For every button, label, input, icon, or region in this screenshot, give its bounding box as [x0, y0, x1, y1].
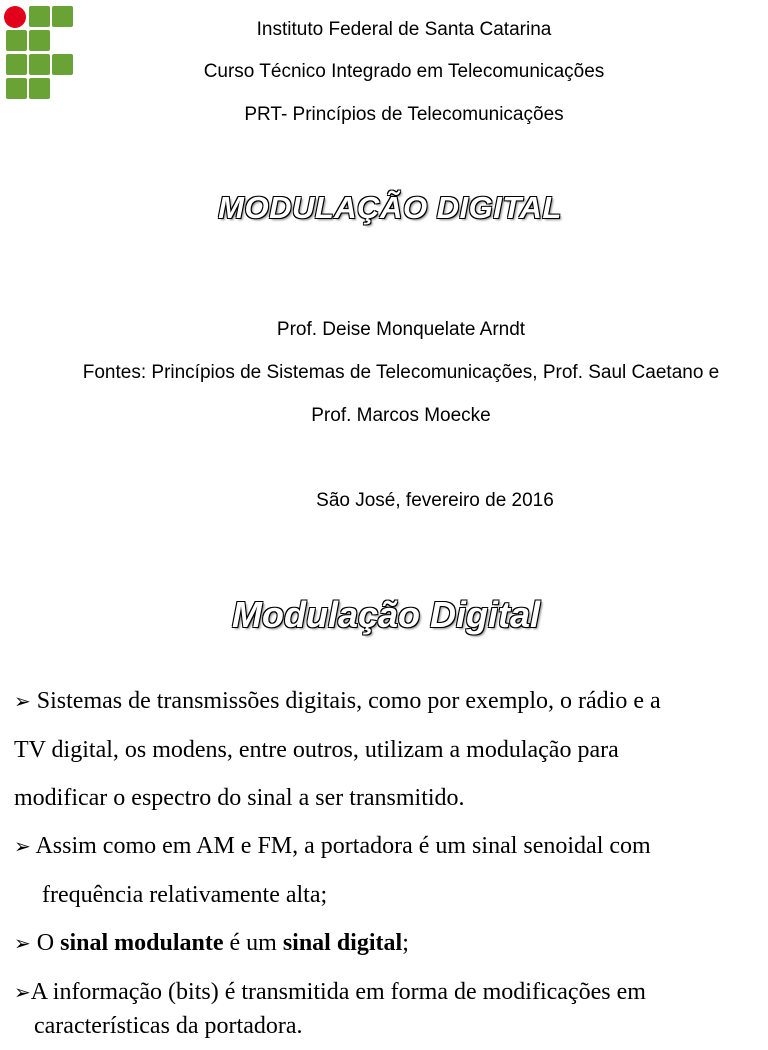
bullet-2-line-1: Assim como em AM e FM, a portadora é um sinal senoidal com: [35, 833, 651, 859]
bullet-2: [14, 822, 754, 871]
place-date: São José, fevereiro de 2016: [316, 490, 554, 511]
bullet-arrow-icon: ➢: [14, 836, 31, 858]
bullet-4-line-2: características da portadora.: [34, 1013, 303, 1039]
bullet-1-line-3: modificar o espectro do sinal a ser transmitido.: [14, 785, 465, 811]
bullet-1-line-2: TV digital, os modens, entre outros, utilizam a modulação para: [14, 737, 619, 763]
bullet-3-bold-2: sinal digital: [282, 930, 403, 956]
subject-name: PRT- Princípios de Telecomunicações: [244, 104, 564, 125]
slide2-body: [14, 677, 754, 1017]
bullet-2-line-2: frequência relativamente alta;: [42, 882, 328, 908]
bullet-3-text-post: ;: [402, 930, 409, 956]
bullet-3-text-pre: O: [36, 930, 61, 956]
bullet-3: [14, 919, 754, 968]
course-name: Curso Técnico Integrado em Telecomunicações: [203, 61, 605, 82]
bullet-arrow-icon: ➢: [14, 982, 31, 1004]
bullet-1: [14, 677, 754, 726]
slide2-title: Modulação Digital: [231, 594, 541, 635]
professor-name: Prof. Deise Monquelate Arndt: [276, 319, 526, 340]
bullet-arrow-icon: ➢: [14, 691, 31, 713]
bullet-1-line-1: Sistemas de transmissões digitais, como por exemplo, o rádio e a: [36, 688, 661, 714]
sources-line-1: Fontes: Princípios de Sistemas de Telecomunicações, Prof. Saul Caetano e: [82, 362, 720, 383]
bullet-3-text-mid: é um: [223, 930, 283, 956]
bullet-arrow-icon: ➢: [14, 933, 31, 955]
bullet-3-bold-1: sinal modulante: [60, 930, 224, 956]
institution-name: Instituto Federal de Santa Catarina: [256, 19, 552, 40]
bullet-4-line-1: A informação (bits) é transmitida em forma de modificações em: [30, 979, 646, 1005]
sources-line-2: Prof. Marcos Moecke: [311, 405, 491, 426]
slide1-title: MODULAÇÃO DIGITAL: [218, 190, 562, 225]
